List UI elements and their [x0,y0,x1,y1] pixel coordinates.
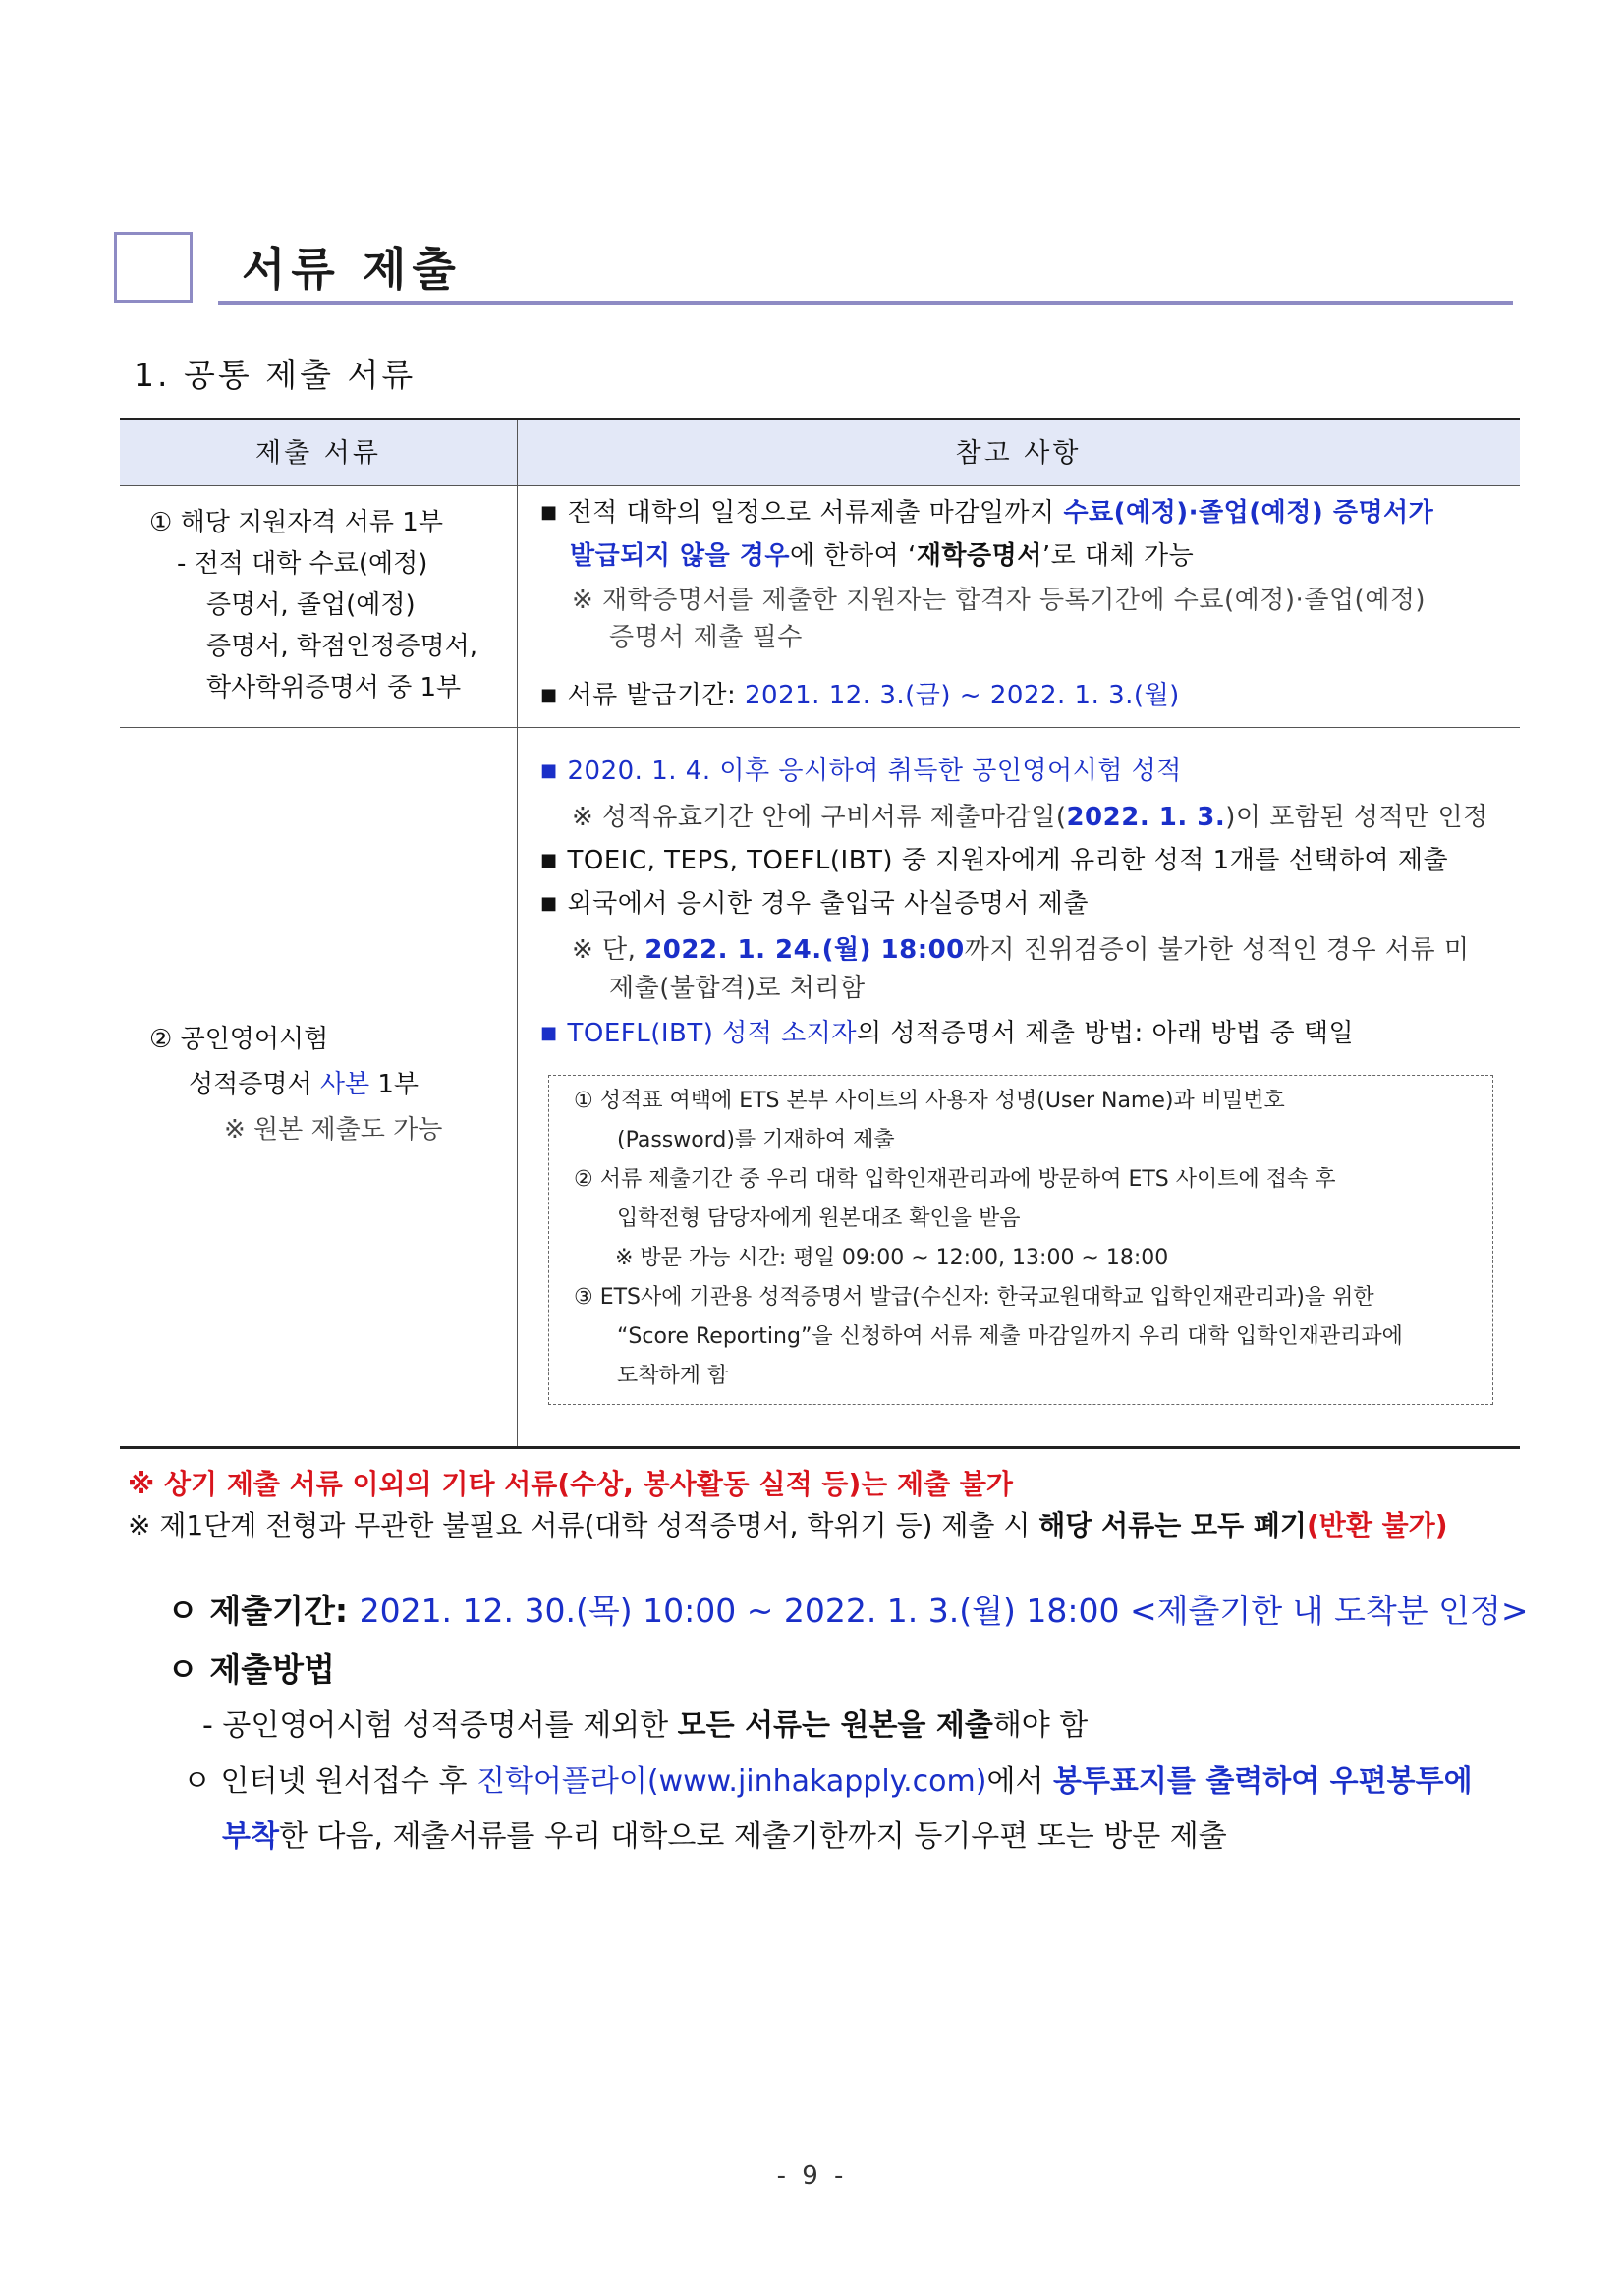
row2-label-line: ※ 원본 제출도 가능 [224,1115,443,1145]
header-documents: 제출 서류 [255,438,381,469]
table-header-divider [120,485,1520,486]
row1-label-line: - 전적 대학 수료(예정) [177,549,428,579]
method-box-line: ③ ETS사에 기관용 성적증명서 발급(수신자: 한국교원대학교 입학인재관리과)을 위한 [574,1285,1374,1310]
row1-label-line: 학사학위증명서 중 1부 [206,673,462,702]
row1-label-line: ① 해당 지원자격 서류 1부 [149,508,443,537]
text: 서류 발급기간: [567,681,746,710]
row2-note-line [540,889,1089,919]
text: 해야 함 [992,1708,1089,1743]
toefl-method-box [548,1075,1493,1405]
method-box-line: (Password)를 기재하여 제출 [617,1128,895,1152]
square-bullet-icon: ■ [540,893,558,914]
square-bullet-icon: ■ [540,1023,558,1043]
row1-label-line: 증명서, 학점인정증명서, [206,632,477,661]
table-bottom-border [120,1446,1520,1449]
row2-note-line [540,756,1182,786]
row2-note-line [540,1019,1354,1048]
row1-note-line: ※ 재학증명서를 제출한 지원자는 합격자 등록기간에 수료(예정)·졸업(예정) [572,586,1427,615]
row1-label [149,502,477,708]
bold-text: 해당 서류는 모두 폐기 [1038,1509,1307,1541]
text: 에 한하여 ‘ [790,541,917,571]
highlight-text: 2020. 1. 4. 이후 응시하여 취득한 공인영어시험 성적 [567,756,1182,786]
highlight-text: 발급되지 않을 경우 [570,541,791,571]
text: 의 성적증명서 제출 방법: 아래 방법 중 택일 [857,1019,1355,1048]
row2-label-line [149,1062,442,1107]
bold-text: 재학증명서 [916,541,1042,571]
row2-label [149,1017,442,1152]
method-box-line: ① 성적표 여백에 ETS 본부 사이트의 사용자 성명(User Name)과 비밀번호 [574,1089,1285,1113]
row2-note-line [572,935,1469,965]
note-discard-unneeded [128,1509,1448,1542]
period-label: ㅇ 제출기간: [167,1592,360,1630]
method-box-line: 입학전형 담당자에게 원본대조 확인을 받음 [617,1206,1021,1231]
text: 1부 [369,1070,420,1099]
text: 한 다음, 제출서류를 우리 대학으로 제출기한까지 등기우편 또는 방문 제출 [278,1820,1227,1854]
page-number: - 9 - [776,2161,848,2191]
text: - 공인영어시험 성적증명서를 제외한 [202,1708,678,1743]
method-box-line: ② 서류 제출기간 중 우리 대학 입학인재관리과에 방문하여 ETS 사이트에 접속 후 [574,1167,1336,1192]
row2-label-line: ② 공인영어시험 [149,1025,329,1054]
method-box-line: “Score Reporting”을 신청하여 서류 제출 마감일까지 우리 대학 입학인재관리과에 [617,1324,1403,1349]
row2-note-line [540,846,1448,875]
note-no-other-documents: ※ 상기 제출 서류 이외의 기타 서류(수상, 봉사활동 실적 등)는 제출 불가 [128,1468,1013,1500]
row1-label-line: 증명서, 졸업(예정) [206,590,416,620]
highlight-text: 수료(예정)·졸업(예정) 증명서가 [1063,498,1434,528]
text: 까지 진위검증이 불가한 성적인 경우 서류 미 [964,935,1470,965]
method-box-line: 도착하게 함 [617,1364,729,1388]
method-line [202,1708,1088,1745]
page-title: 서류 제출 [242,243,462,296]
header-square-icon [114,232,193,303]
header-notes: 참고 사항 [955,438,1082,469]
section-heading: 1. 공통 제출 서류 [134,356,417,394]
bold-text: 모든 서류는 원본을 제출 [677,1708,993,1743]
highlight-text: 부착 [222,1820,279,1854]
method-box-line: ※ 방문 가능 시간: 평일 09:00 ~ 12:00, 13:00 ~ 18:00 [615,1246,1169,1270]
table-column-divider [517,420,518,1446]
row2-note-line: 제출(불합격)로 처리함 [609,974,866,1003]
text: ㅇ 인터넷 원서접수 후 [183,1764,476,1799]
row1-note-line [540,681,1180,710]
method-line [222,1819,1227,1856]
period-value: 2021. 12. 30.(목) 10:00 ~ 2022. 1. 3.(월) 18:00 <제출기한 내 도착분 인정> [359,1592,1529,1630]
text: )이 포함된 성적만 인정 [1225,803,1488,832]
text: ’로 대체 가능 [1041,541,1195,571]
square-bullet-icon: ■ [540,685,558,705]
jinhakapply-link[interactable]: 진학어플라이(www.jinhakapply.com) [476,1764,987,1799]
highlight-text: (반환 불가) [1306,1509,1448,1541]
table-row-divider [120,727,1520,728]
method-line [183,1764,1473,1801]
square-bullet-icon: ■ [540,850,558,870]
square-bullet-icon: ■ [540,760,558,781]
header-underline [218,301,1513,305]
highlight-text: 봉투표지를 출력하여 우편봉투에 [1052,1764,1473,1799]
text: ※ 성적유효기간 안에 구비서류 제출마감일( [572,803,1067,832]
text: TOEIC, TEPS, TOEFL(IBT) 중 지원자에게 유리한 성적 1개를 선택하여 제출 [567,846,1449,875]
text: 외국에서 응시한 경우 출입국 사실증명서 제출 [567,889,1090,919]
row1-note-line [540,498,1433,528]
row1-note-line [570,541,1194,571]
submission-period [167,1592,1529,1631]
row1-note-line: 증명서 제출 필수 [609,623,803,652]
text: ※ 제1단계 전형과 무관한 불필요 서류(대학 성적증명서, 학위기 등) 제출 시 [128,1509,1039,1541]
table-top-border [120,418,1520,420]
highlight-text: 2021. 12. 3.(금) ~ 2022. 1. 3.(월) [745,681,1180,710]
highlight-text: TOEFL(IBT) 성적 소지자 [567,1019,858,1048]
text: 전적 대학의 일정으로 서류제출 마감일까지 [567,498,1064,528]
text: ※ 단, [572,935,645,965]
text: 성적증명서 [189,1070,320,1099]
highlight-text: 사본 [319,1070,370,1099]
row2-note-line [572,803,1488,832]
highlight-text: 2022. 1. 24.(월) 18:00 [644,935,965,965]
square-bullet-icon: ■ [540,502,558,523]
highlight-text: 2022. 1. 3. [1066,803,1226,832]
text: 에서 [986,1764,1053,1799]
submission-method-heading: ㅇ 제출방법 [167,1651,335,1689]
